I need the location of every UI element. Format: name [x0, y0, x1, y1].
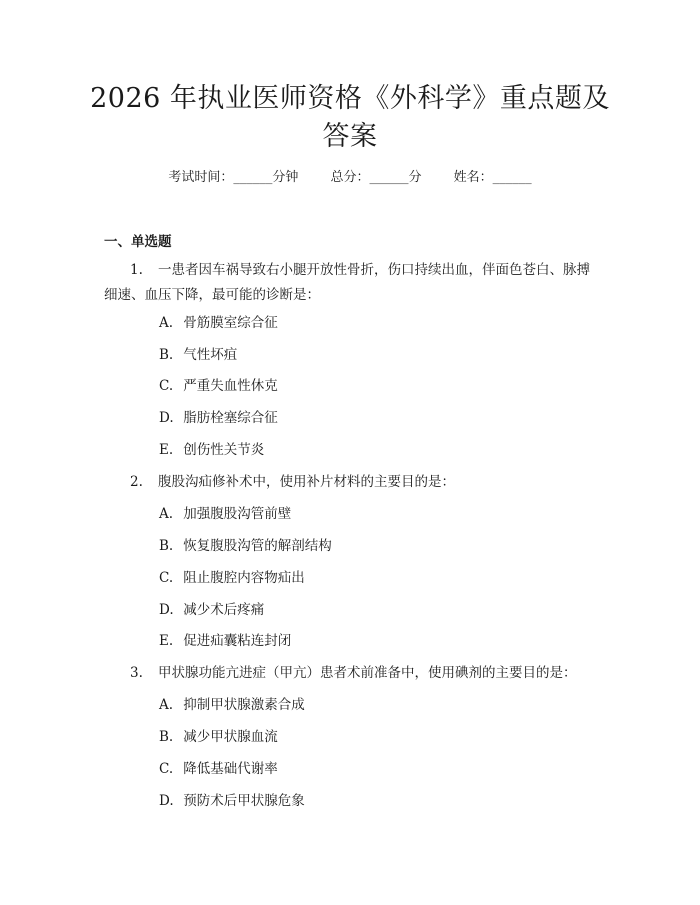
option-letter: C.	[159, 378, 174, 394]
option-letter: C.	[159, 761, 174, 777]
option-letter: D.	[159, 410, 174, 426]
option-text: 气性坏疽	[183, 347, 238, 363]
option-2a	[159, 504, 291, 524]
option-text: 预防术后甲状腺危象	[183, 793, 305, 809]
option-letter: B.	[159, 538, 174, 554]
option-letter: B.	[159, 729, 174, 745]
section-heading: 一、单选题	[104, 234, 172, 250]
option-text: 严重失血性休克	[183, 378, 278, 394]
option-letter: A.	[159, 506, 174, 522]
question-1	[104, 258, 598, 308]
option-3b	[159, 727, 278, 747]
question-3	[104, 661, 598, 686]
option-1d	[159, 408, 278, 428]
option-letter: C.	[159, 570, 174, 586]
option-text: 降低基础代谢率	[183, 761, 278, 777]
name-field: 姓名：______	[453, 170, 532, 185]
option-letter: D.	[159, 793, 174, 809]
option-1e	[159, 440, 264, 460]
option-3d	[159, 791, 305, 811]
option-3a	[159, 695, 305, 715]
option-text: 骨筋膜室综合征	[183, 315, 278, 331]
option-letter: D.	[159, 602, 174, 618]
option-letter: B.	[159, 347, 174, 363]
option-text: 抑制甲状腺激素合成	[183, 697, 305, 713]
option-text: 脂肪栓塞综合征	[183, 410, 278, 426]
option-1b	[159, 345, 237, 365]
option-1c	[159, 376, 278, 396]
option-letter: E.	[159, 442, 174, 458]
option-text: 阻止腹腔内容物疝出	[183, 570, 305, 586]
total-score-field: 总分：______分	[330, 170, 422, 185]
option-2e	[159, 631, 291, 651]
option-letter: A.	[159, 697, 174, 713]
option-letter: E.	[159, 633, 174, 649]
option-text: 促进疝囊粘连封闭	[183, 633, 292, 649]
document-title: 2026 年执业医师资格《外科学》重点题及答案	[90, 83, 610, 152]
option-text: 减少甲状腺血流	[183, 729, 278, 745]
option-text: 恢复腹股沟管的解剖结构	[183, 538, 332, 554]
exam-time-field: 考试时间：______分钟	[168, 170, 299, 185]
question-number: 2.	[130, 474, 143, 490]
option-2d	[159, 600, 264, 620]
question-text: 甲状腺功能亢进症（甲亢）患者术前准备中，使用碘剂的主要目的是：	[158, 665, 577, 681]
exam-info	[0, 168, 700, 188]
option-letter: A.	[159, 315, 174, 331]
option-2b	[159, 536, 332, 556]
question-number: 3.	[130, 665, 143, 681]
question-2	[104, 470, 598, 495]
option-text: 加强腹股沟管前壁	[183, 506, 292, 522]
option-text: 创伤性关节炎	[183, 442, 265, 458]
option-2c	[159, 568, 305, 588]
option-1a	[159, 313, 278, 333]
option-3c	[159, 759, 278, 779]
question-number: 1.	[130, 262, 143, 278]
question-text: 一患者因车祸导致右小腿开放性骨折，伤口持续出血，伴面色苍白、脉搏细速、血压下降，最可能的诊断是：	[104, 262, 590, 303]
question-text: 腹股沟疝修补术中，使用补片材料的主要目的是：	[158, 474, 455, 490]
option-text: 减少术后疼痛	[183, 602, 265, 618]
